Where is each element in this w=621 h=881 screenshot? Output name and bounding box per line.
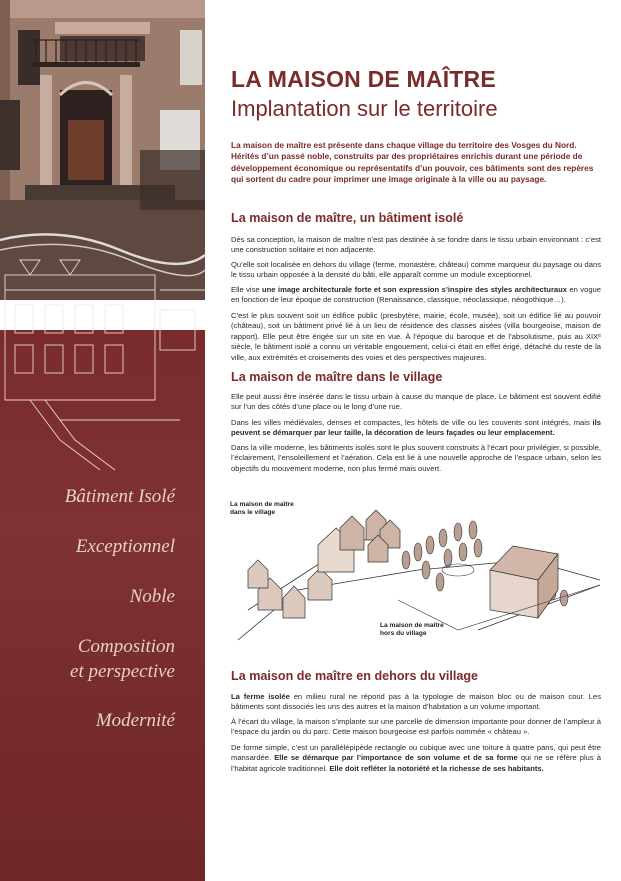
- page-subtitle: Implantation sur le territoire: [231, 96, 498, 121]
- section1-paragraph: Elle vise une image architecturale forte et son expression s’inspire des styles architecturaux en vogue en fonction de leur époque de construction (Renaissance, classique, néoclassique, néogothique…).: [231, 285, 601, 305]
- label-outside-line1: La maison de maître: [380, 622, 444, 629]
- section-heading-isolated: La maison de maître, un bâtiment isolé: [231, 211, 464, 225]
- keyword-exceptional: Exceptionnel: [75, 536, 175, 557]
- section2-paragraph: Dans la ville moderne, les bâtiments isolés sont le plus souvent construits à l’écart pour privilégier, si possible, l’éclairement, l’ensoleillement et l’aération. Cela est lié à une nouvelle approche de l’espace urbain, selon les objectifs du mouvement moderne, non plus fermé mais ouvert.: [231, 443, 601, 473]
- section2-paragraph: Elle peut aussi être insérée dans le tissu urbain à cause du manque de place. Le bâtiment est souvent édifié sur l’un des côtés d’une place ou le long d’une rue.: [231, 392, 601, 412]
- section3-paragraph: La ferme isolée en milieu rural ne répond pas à la typologie de maison bloc ou de maison cour. Les bâtiments sont dissociés les uns des autres et la maison d’habitation a un volume important.: [231, 692, 601, 712]
- section1-paragraph: C’est le plus souvent soit un édifice public (presbytère, mairie, école, musée), soit un édifice lié au pouvoir (château), soit un bâtiment privé lié à un lieu de résidence des classes aisées (villa bourgeoise, maison de rapport). Elle peut être érigée sur un site en vue. À l’époque du baroque et de l’absolutisme, puis au XIXᵉ siècle, le bâtiment isolé a connu un véritable engouement, celui-ci était en effet érigé, détaché du reste de la ville, aux extrémités et croisements des voies et des perspectives majeures.: [231, 311, 601, 362]
- keyword-isolated: Bâtiment Isolé: [64, 486, 175, 507]
- section2-paragraph: Dans les villes médiévales, denses et compactes, les hôtels de ville ou les couvents sont intégrés, mais ils peuvent se démarquer par leur taille, la décoration de leurs façades ou leur emplacement.: [231, 418, 601, 438]
- section1-paragraph: Dès sa conception, la maison de maître n’est pas destinée à se fondre dans le tissu urbain environnant : c’est une construction solitaire et non adjacente.: [231, 235, 601, 255]
- section3-paragraph: À l’écart du village, la maison s’implante sur une parcelle de dimension importante pour donner de l’ampleur à l’espace du jardin ou du parc. Cette maison bourgeoise est parfois nommée « château ».: [231, 717, 601, 737]
- keyword-modernity: Modernité: [95, 710, 175, 731]
- section-heading-outside: La maison de maître en dehors du village: [231, 669, 479, 683]
- label-village-line1: La maison de maître: [230, 501, 294, 508]
- page-title: LA MAISON DE MAÎTRE: [231, 66, 496, 92]
- village-diagram: [228, 490, 604, 650]
- label-village-line2: dans le village: [230, 509, 276, 516]
- section3-paragraph: De forme simple, c’est un parallélépipède rectangle ou cubique avec une toiture à quatre pans, qui peut être mansardée. Elle se démarque par l’importance de son volume et de sa forme qui ne se réfère plus à l’habitat agricole traditionnel. Elle doit refléter la notoriété et la richesse de ses habitants.: [231, 743, 601, 773]
- intro-paragraph: La maison de maître est présente dans chaque village du territoire des Vosges du Nord. Hérités d’un passé noble, construits par des propriétaires enrichis durant une période de développement économique ou représentatifs d’un pouvoir, ces bâtiments sont des repères qui sortent du cadre pour imprimer une image originale à la ville ou au paysage.: [231, 140, 594, 185]
- sidebar: [0, 0, 205, 881]
- label-outside-line2: hors du village: [380, 630, 427, 637]
- section-heading-village: La maison de maître dans le village: [231, 370, 443, 384]
- building-sketch: [0, 230, 205, 480]
- section1-paragraph: Qu’elle soit localisée en dehors du village (ferme, monastère, château) comme marqueur du paysage ou dans le tissu urbain opposée à la densité du bâti, elle apparaît comme un module exceptionnel.: [231, 260, 601, 280]
- keyword-perspective: et perspective: [70, 661, 175, 682]
- keyword-noble: Noble: [129, 586, 175, 607]
- keyword-composition: Composition: [77, 636, 175, 657]
